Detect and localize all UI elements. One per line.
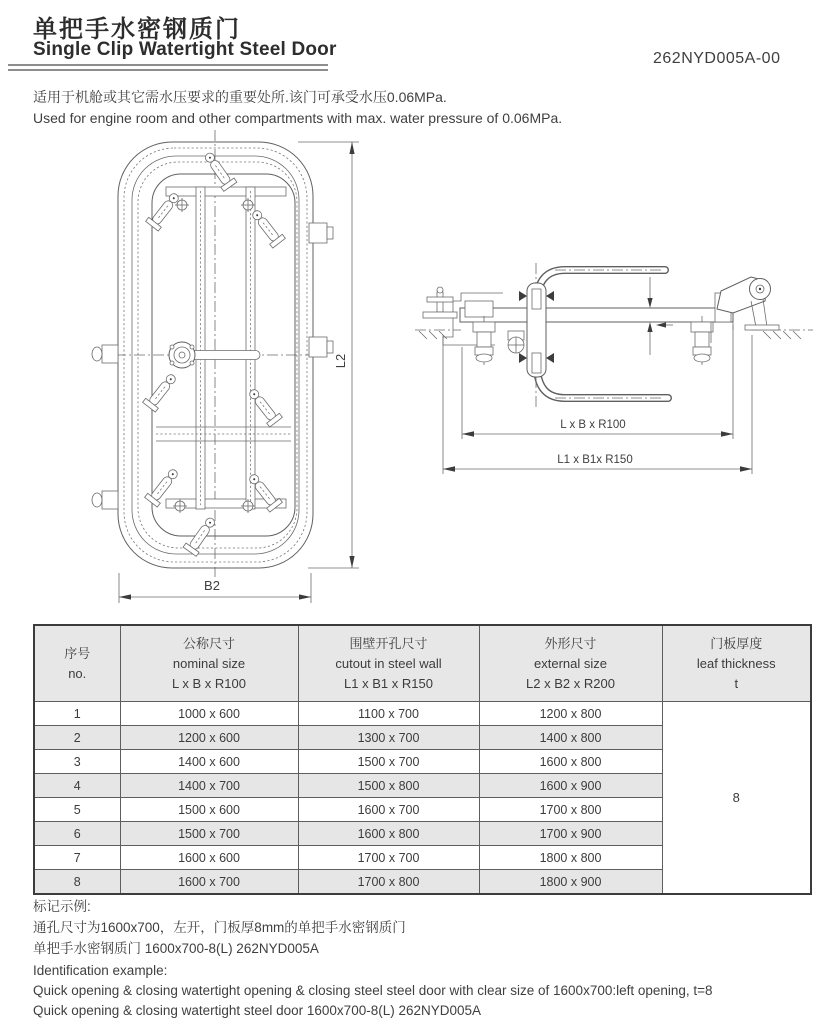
cell-cutout: 1700 x 700: [298, 846, 479, 870]
cell-no: 2: [34, 726, 120, 750]
col-header-cutout: [298, 625, 479, 702]
cell-nominal: 1400 x 600: [120, 750, 298, 774]
cell-cutout: 1700 x 800: [298, 870, 479, 895]
cell-external: 1200 x 800: [479, 702, 662, 726]
description-zh: 适用于机舱或其它需水压要求的重要处所.该门可承受水压0.06MPa.: [33, 89, 447, 105]
clip-knob-left: [508, 331, 524, 353]
cell-no: 5: [34, 798, 120, 822]
cell-no: 3: [34, 750, 120, 774]
cell-no: 1: [34, 702, 120, 726]
dim-label-cutout: L1 x B1x R150: [557, 454, 633, 466]
clip-dog-bottom: [183, 514, 219, 556]
cell-external: 1700 x 800: [479, 798, 662, 822]
col-header-nominal-zh: 公称尺寸: [182, 635, 235, 651]
col-header-external-zh: 外形尺寸: [544, 635, 597, 651]
col-header-no: [34, 625, 120, 702]
col-header-cutout-formula: L1 x B1 x R150: [344, 675, 433, 691]
cell-external: 1800 x 900: [479, 870, 662, 895]
cell-cutout: 1600 x 800: [298, 822, 479, 846]
cell-nominal: 1500 x 600: [120, 798, 298, 822]
clip-dog-upper-left: [146, 190, 183, 231]
col-header-no-zh: 序号: [64, 645, 91, 661]
drawing-code: 262NYD005A-00: [653, 50, 781, 67]
table-row: [34, 702, 811, 726]
col-header-nominal: [120, 625, 298, 702]
cell-nominal: 1500 x 700: [120, 822, 298, 846]
right-edge-keeper-lower: [309, 337, 333, 357]
cell-nominal: 1000 x 600: [120, 702, 298, 726]
left-edge-bracket-upper: [92, 345, 118, 363]
footer-example-zh-line2: 单把手水密钢质门 1600x700-8(L) 262NYD005A: [33, 941, 319, 956]
dim-nominal: [462, 325, 733, 439]
col-header-cutout-zh: 围壁开孔尺寸: [349, 635, 428, 651]
footer-example-en-title: Identification example:: [33, 963, 168, 978]
cell-cutout: 1500 x 700: [298, 750, 479, 774]
right-edge-keeper-upper: [309, 223, 333, 243]
col-header-external-en: external size: [534, 655, 607, 671]
clip-dog-mid-left: [143, 371, 180, 412]
footer-example-zh-title: 标记示例:: [33, 899, 91, 914]
cell-external: 1800 x 800: [479, 846, 662, 870]
cell-cutout: 1300 x 700: [298, 726, 479, 750]
title-underline: [8, 64, 328, 71]
col-header-external-formula: L2 x B2 x R200: [526, 675, 615, 691]
page-title-zh: 单把手水密钢质门: [33, 16, 241, 43]
clip-bolt-left: [473, 316, 495, 366]
door-section-view-drawing: [415, 235, 815, 480]
cell-no: 4: [34, 774, 120, 798]
col-header-external: [479, 625, 662, 702]
left-edge-bracket-lower: [92, 491, 118, 509]
cell-external: 1700 x 900: [479, 822, 662, 846]
cell-no: 7: [34, 846, 120, 870]
cell-nominal: 1200 x 600: [120, 726, 298, 750]
col-header-nominal-formula: L x B x R100: [172, 675, 246, 691]
cell-external: 1600 x 900: [479, 774, 662, 798]
table-header-row: [34, 625, 811, 702]
cell-no: 8: [34, 870, 120, 895]
cell-cutout: 1600 x 700: [298, 798, 479, 822]
door-front-view-drawing: [60, 125, 380, 610]
footer-example-en-line1: Quick opening & closing watertight opening & closing steel steel door with clear size of 1600x700:left opening, t=8: [33, 983, 713, 998]
footer-example-zh-line1: 通孔尺寸为1600x700，左开，门板厚8mm的单把手水密钢质门: [33, 920, 406, 935]
footer-example-en-line2: Quick opening & closing watertight steel door 1600x700-8(L) 262NYD005A: [33, 1003, 482, 1018]
dim-label-l2: L2: [333, 353, 348, 369]
cell-no: 6: [34, 822, 120, 846]
spec-table: [33, 624, 812, 895]
col-header-thickness-formula: t: [734, 675, 739, 691]
col-header-cutout-en: cutout in steel wall: [335, 655, 442, 671]
cell-cutout: 1100 x 700: [298, 702, 479, 726]
leaf-thickness-cell: 8: [662, 702, 811, 895]
col-header-thickness-en: leaf thickness: [696, 655, 776, 671]
cell-cutout: 1500 x 800: [298, 774, 479, 798]
page-title-en: Single Clip Watertight Steel Door: [33, 39, 337, 60]
cell-nominal: 1400 x 700: [120, 774, 298, 798]
handle-tube-lower: [537, 365, 668, 398]
door-leaf-plate: [460, 308, 733, 322]
clip-bolt-right: [691, 316, 713, 366]
dim-label-nominal: L x B x R100: [560, 419, 626, 431]
col-header-nominal-en: nominal size: [172, 655, 246, 671]
handle-tube-upper: [537, 270, 665, 303]
cell-external: 1600 x 800: [479, 750, 662, 774]
cell-external: 1400 x 800: [479, 726, 662, 750]
identification-example-block: [33, 896, 823, 1021]
cell-nominal: 1600 x 600: [120, 846, 298, 870]
col-header-no-en: no.: [68, 665, 87, 681]
col-header-thickness: [662, 625, 811, 702]
dim-label-b2: B2: [204, 578, 220, 593]
cell-nominal: 1600 x 700: [120, 870, 298, 895]
dim-b2: [119, 573, 311, 603]
description-en: Used for engine room and other compartments with max. water pressure of 0.06MPa.: [33, 110, 563, 126]
col-header-thickness-zh: 门板厚度: [710, 635, 763, 651]
